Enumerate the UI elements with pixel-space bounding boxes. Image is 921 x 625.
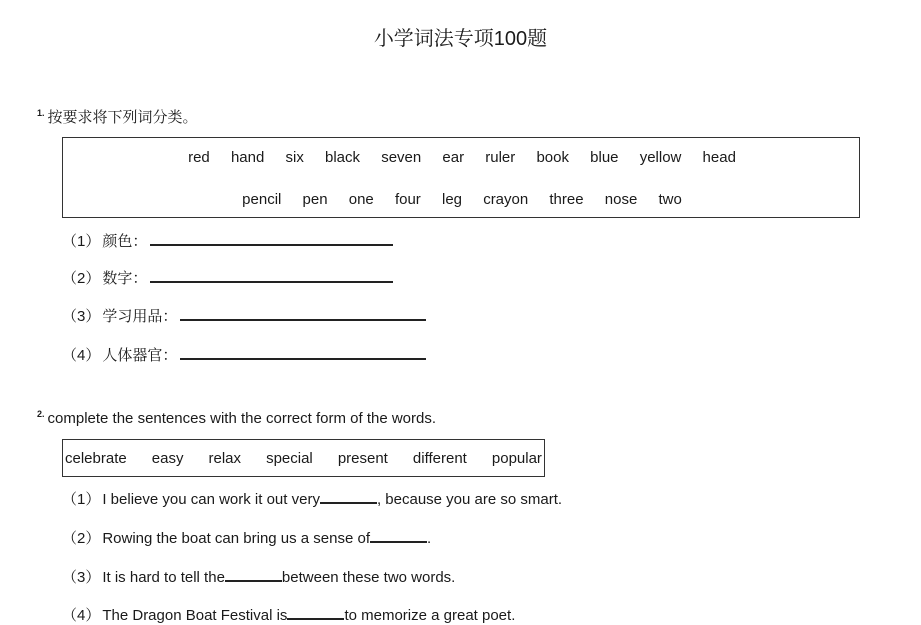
word: four	[394, 191, 421, 208]
page-title: 小学词法专项100题	[373, 28, 548, 50]
question-instruction: 按要求将下列词分类。	[47, 109, 198, 126]
item-number: （2）	[62, 270, 101, 287]
answer-blank[interactable]	[320, 488, 377, 504]
item-label: 学习用品：	[102, 308, 178, 325]
word: three	[549, 191, 584, 208]
word-bank-box	[62, 137, 860, 218]
item-label: 颜色：	[102, 233, 148, 250]
word: popular	[491, 449, 542, 467]
item-number: （3）	[62, 308, 101, 325]
word: present	[337, 449, 388, 467]
answer-blank[interactable]	[225, 566, 282, 582]
answer-blank[interactable]	[287, 604, 344, 620]
answer-blank[interactable]	[180, 303, 426, 321]
word: nose	[604, 191, 638, 208]
word: two	[658, 191, 682, 208]
sentence-after: , because you are so smart.	[376, 491, 563, 508]
word: different	[412, 449, 467, 467]
word: relax	[208, 449, 242, 467]
question-number: 1.	[37, 108, 45, 118]
question-2-header	[37, 410, 436, 427]
sentence-before: I believe you can work it out very	[102, 491, 320, 508]
sentence-after: to memorize a great poet.	[344, 607, 516, 624]
word: ear	[442, 149, 465, 166]
word: leg	[441, 191, 463, 208]
word: six	[285, 149, 304, 166]
classify-item	[62, 342, 426, 365]
word: special	[266, 449, 313, 467]
word-bank-row-2	[63, 191, 861, 208]
item-number: （4）	[62, 347, 101, 364]
sentence-before: It is hard to tell the	[102, 569, 225, 586]
word: crayon	[483, 191, 529, 208]
sentence-after: .	[427, 530, 432, 547]
sentence-item	[62, 488, 562, 509]
sentence-item	[62, 566, 455, 587]
sentence-item	[62, 527, 431, 548]
item-number: （1）	[62, 491, 101, 508]
word: book	[536, 149, 569, 166]
sentence-item	[62, 604, 515, 625]
question-instruction: complete the sentences with the correct form of the words.	[47, 410, 437, 427]
sentence-after: between these two words.	[281, 569, 456, 586]
sentence-before: The Dragon Boat Festival is	[102, 607, 288, 624]
item-label: 数字：	[102, 270, 148, 287]
classify-item	[62, 265, 393, 288]
word: seven	[381, 149, 422, 166]
word-bank-row-1	[63, 149, 861, 166]
item-number: （2）	[62, 530, 101, 547]
word: red	[188, 149, 210, 166]
classify-item	[62, 228, 393, 251]
sentence-before: Rowing the boat can bring us a sense of	[102, 530, 371, 547]
answer-blank[interactable]	[180, 342, 426, 360]
word: blue	[590, 149, 619, 166]
answer-blank[interactable]	[150, 228, 393, 246]
answer-blank[interactable]	[150, 265, 393, 283]
word-bank-box	[62, 439, 545, 477]
item-number: （3）	[62, 569, 101, 586]
word: hand	[230, 149, 265, 166]
word: ruler	[485, 149, 516, 166]
word: yellow	[639, 149, 682, 166]
item-number: （1）	[62, 233, 101, 250]
word: head	[702, 149, 736, 166]
question-1-header	[37, 106, 198, 127]
classify-item	[62, 303, 426, 326]
question-number: 2.	[37, 409, 45, 419]
item-number: （4）	[62, 607, 101, 624]
word: black	[325, 149, 361, 166]
item-label: 人体器官：	[102, 347, 178, 364]
word: one	[348, 191, 374, 208]
word: celebrate	[65, 449, 127, 467]
answer-blank[interactable]	[370, 527, 427, 543]
word: easy	[151, 449, 184, 467]
word: pen	[302, 191, 328, 208]
word: pencil	[242, 191, 282, 208]
